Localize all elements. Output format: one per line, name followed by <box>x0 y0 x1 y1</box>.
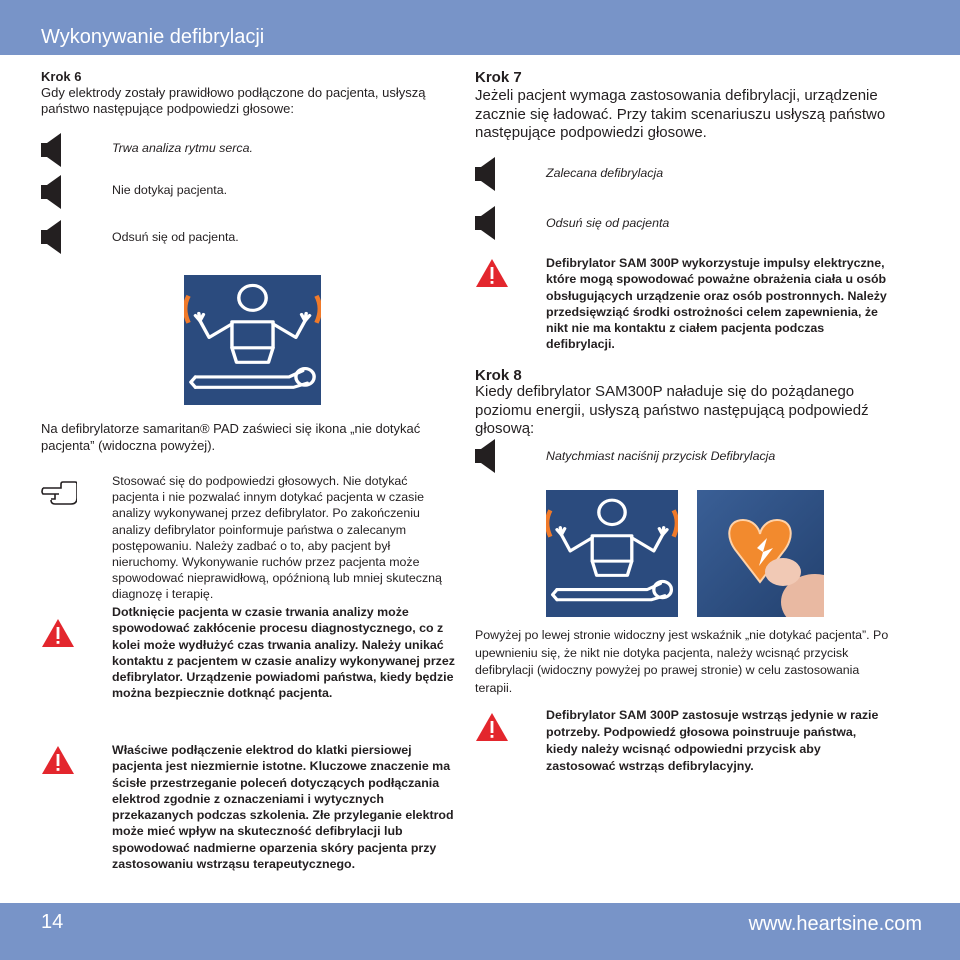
speaker-icon <box>41 220 61 254</box>
page-number: 14 <box>41 911 64 933</box>
warning-step8-text: Defibrylator SAM 300P zastosuje wstrząs jedynie w razie potrzeby. Podpowiedź głosowa poinstruuje państwa, kiedy należy wcisnąć odpowiedni przycisk aby zastosować wstrząs defibrylacyjny. <box>546 708 879 773</box>
speaker-icon <box>41 175 61 209</box>
warning-icon <box>41 618 75 648</box>
warning-icon <box>475 258 509 288</box>
speaker-icon <box>475 206 495 240</box>
shock-button-image <box>697 490 824 617</box>
warning-electrodes-text: Właściwe podłączenie elektrod do klatki piersiowej pacjenta jest niezmiernie istotne. Kluczowe znaczenie ma ścisłe przestrzeganie poleceń dotyczących podłączania elektrod zgodnie z oznaczeniami i wytycznych przekazanych podczas szkolenia. Złe przyleganie elektrod może mieć wpływ na skuteczność defibrylacji lub spowodować nadmierne oparzenia skóry pacjenta przy zastosowaniu wstrząsu terapeutycznego. <box>112 743 454 872</box>
step7-intro: Jeżeli pacjent wymaga zastosowania defibrylacji, urządzenie zacznie się ładować. Przy takim scenariuszu usłyszą państwo następujące podpowiedzi głosowe. <box>475 87 886 141</box>
icon-caption: Na defibrylatorze samaritan® PAD zaświeci się ikona „nie dotykać pacjenta” (widoczna powyżej). <box>41 421 421 453</box>
warning-icon <box>41 745 75 775</box>
pointing-hand-icon <box>41 480 77 506</box>
warning-step7-text: Defibrylator SAM 300P wykorzystuje impulsy elektryczne, które mogą spowodować poważne obrażenia ciała u osób obsługujących urządzenie oraz osób postronnych. Należy przedsięwziąć środki ostrożności celem zapewnienia, że nikt nie ma kontaktu z ciałem pacjenta podczas defibrylacji. <box>546 256 887 352</box>
speaker-icon <box>41 133 61 167</box>
warning-analysis-text: Dotknięcie pacjenta w czasie trwania analizy może spowodować zakłócenie procesu diagnostycznego, co z kolei może wydłużyć czas trwania analizy. Należy unikać kontaktu z pacjentem w czasie analizy wykonywanej przez defibrylator. Urządzenie powiadomi państwa, kiedy będzie można bezpiecznie dotknąć pacjenta. <box>112 605 455 701</box>
step6-title: Krok 6 <box>41 69 82 84</box>
speaker-icon <box>475 439 495 473</box>
note-paragraph: Stosować się do podpowiedzi głosowych. Nie dotykać pacjenta i nie pozwalać innym dotykać pacjenta w czasie analizy wykonywanej przez defibrylator. Po zakończeniu analizy defibrylator poinformuje państwa o zalecanym postępowaniu. Należy zadbać o to, aby pacjent był nieruchomy. Wykonywanie ruchów przez pacjenta może spowodować nieprawidłową, opóźnioną lub mniej skuteczną diagnozę i terapię. <box>112 474 442 602</box>
heart-button-icon <box>697 490 824 617</box>
voice-prompt-analysis: Trwa analiza rytmu serca. <box>112 141 253 155</box>
voice-prompt-no-touch: Nie dotykaj pacjenta. <box>112 183 228 197</box>
step8-caption: Powyżej po lewej stronie widoczny jest wskaźnik „nie dotykać pacjenta”. Po upewnieniu się, że nikt nie dotyka pacjenta, należy wcisnąć przycisk defibrylacji (widoczny powyżej po prawej stronie) w celu zastosowania terapii. <box>475 628 889 695</box>
step8-title: Krok 8 <box>475 367 522 384</box>
voice-prompt-stand-clear: Odsuń się od pacjenta. <box>112 230 239 244</box>
page-footer <box>0 903 960 960</box>
page-header <box>0 0 960 55</box>
section-title: Wykonywanie defibrylacji <box>41 26 265 48</box>
step8-intro: Kiedy defibrylator SAM300P naładuje się do pożądanego poziomu energii, usłyszą państwo następującą podpowiedź głosową: <box>475 383 869 437</box>
voice-prompt-press-shock: Natychmiast naciśnij przycisk Defibrylacja <box>546 449 776 463</box>
speaker-icon <box>475 157 495 191</box>
voice-prompt-stand-clear: Odsuń się od pacjenta <box>546 216 670 230</box>
step7-title: Krok 7 <box>475 69 522 86</box>
voice-prompt-shock-advised: Zalecana defibrylacja <box>546 166 664 180</box>
do-not-touch-icon <box>184 275 321 405</box>
step6-intro: Gdy elektrody zostały prawidłowo podłączone do pacjenta, usłyszą państwo następujące podpowiedzi głosowe: <box>41 85 426 116</box>
warning-icon <box>475 712 509 742</box>
website-link[interactable]: www.heartsine.com <box>748 913 922 935</box>
do-not-touch-indicator-image <box>546 490 678 617</box>
